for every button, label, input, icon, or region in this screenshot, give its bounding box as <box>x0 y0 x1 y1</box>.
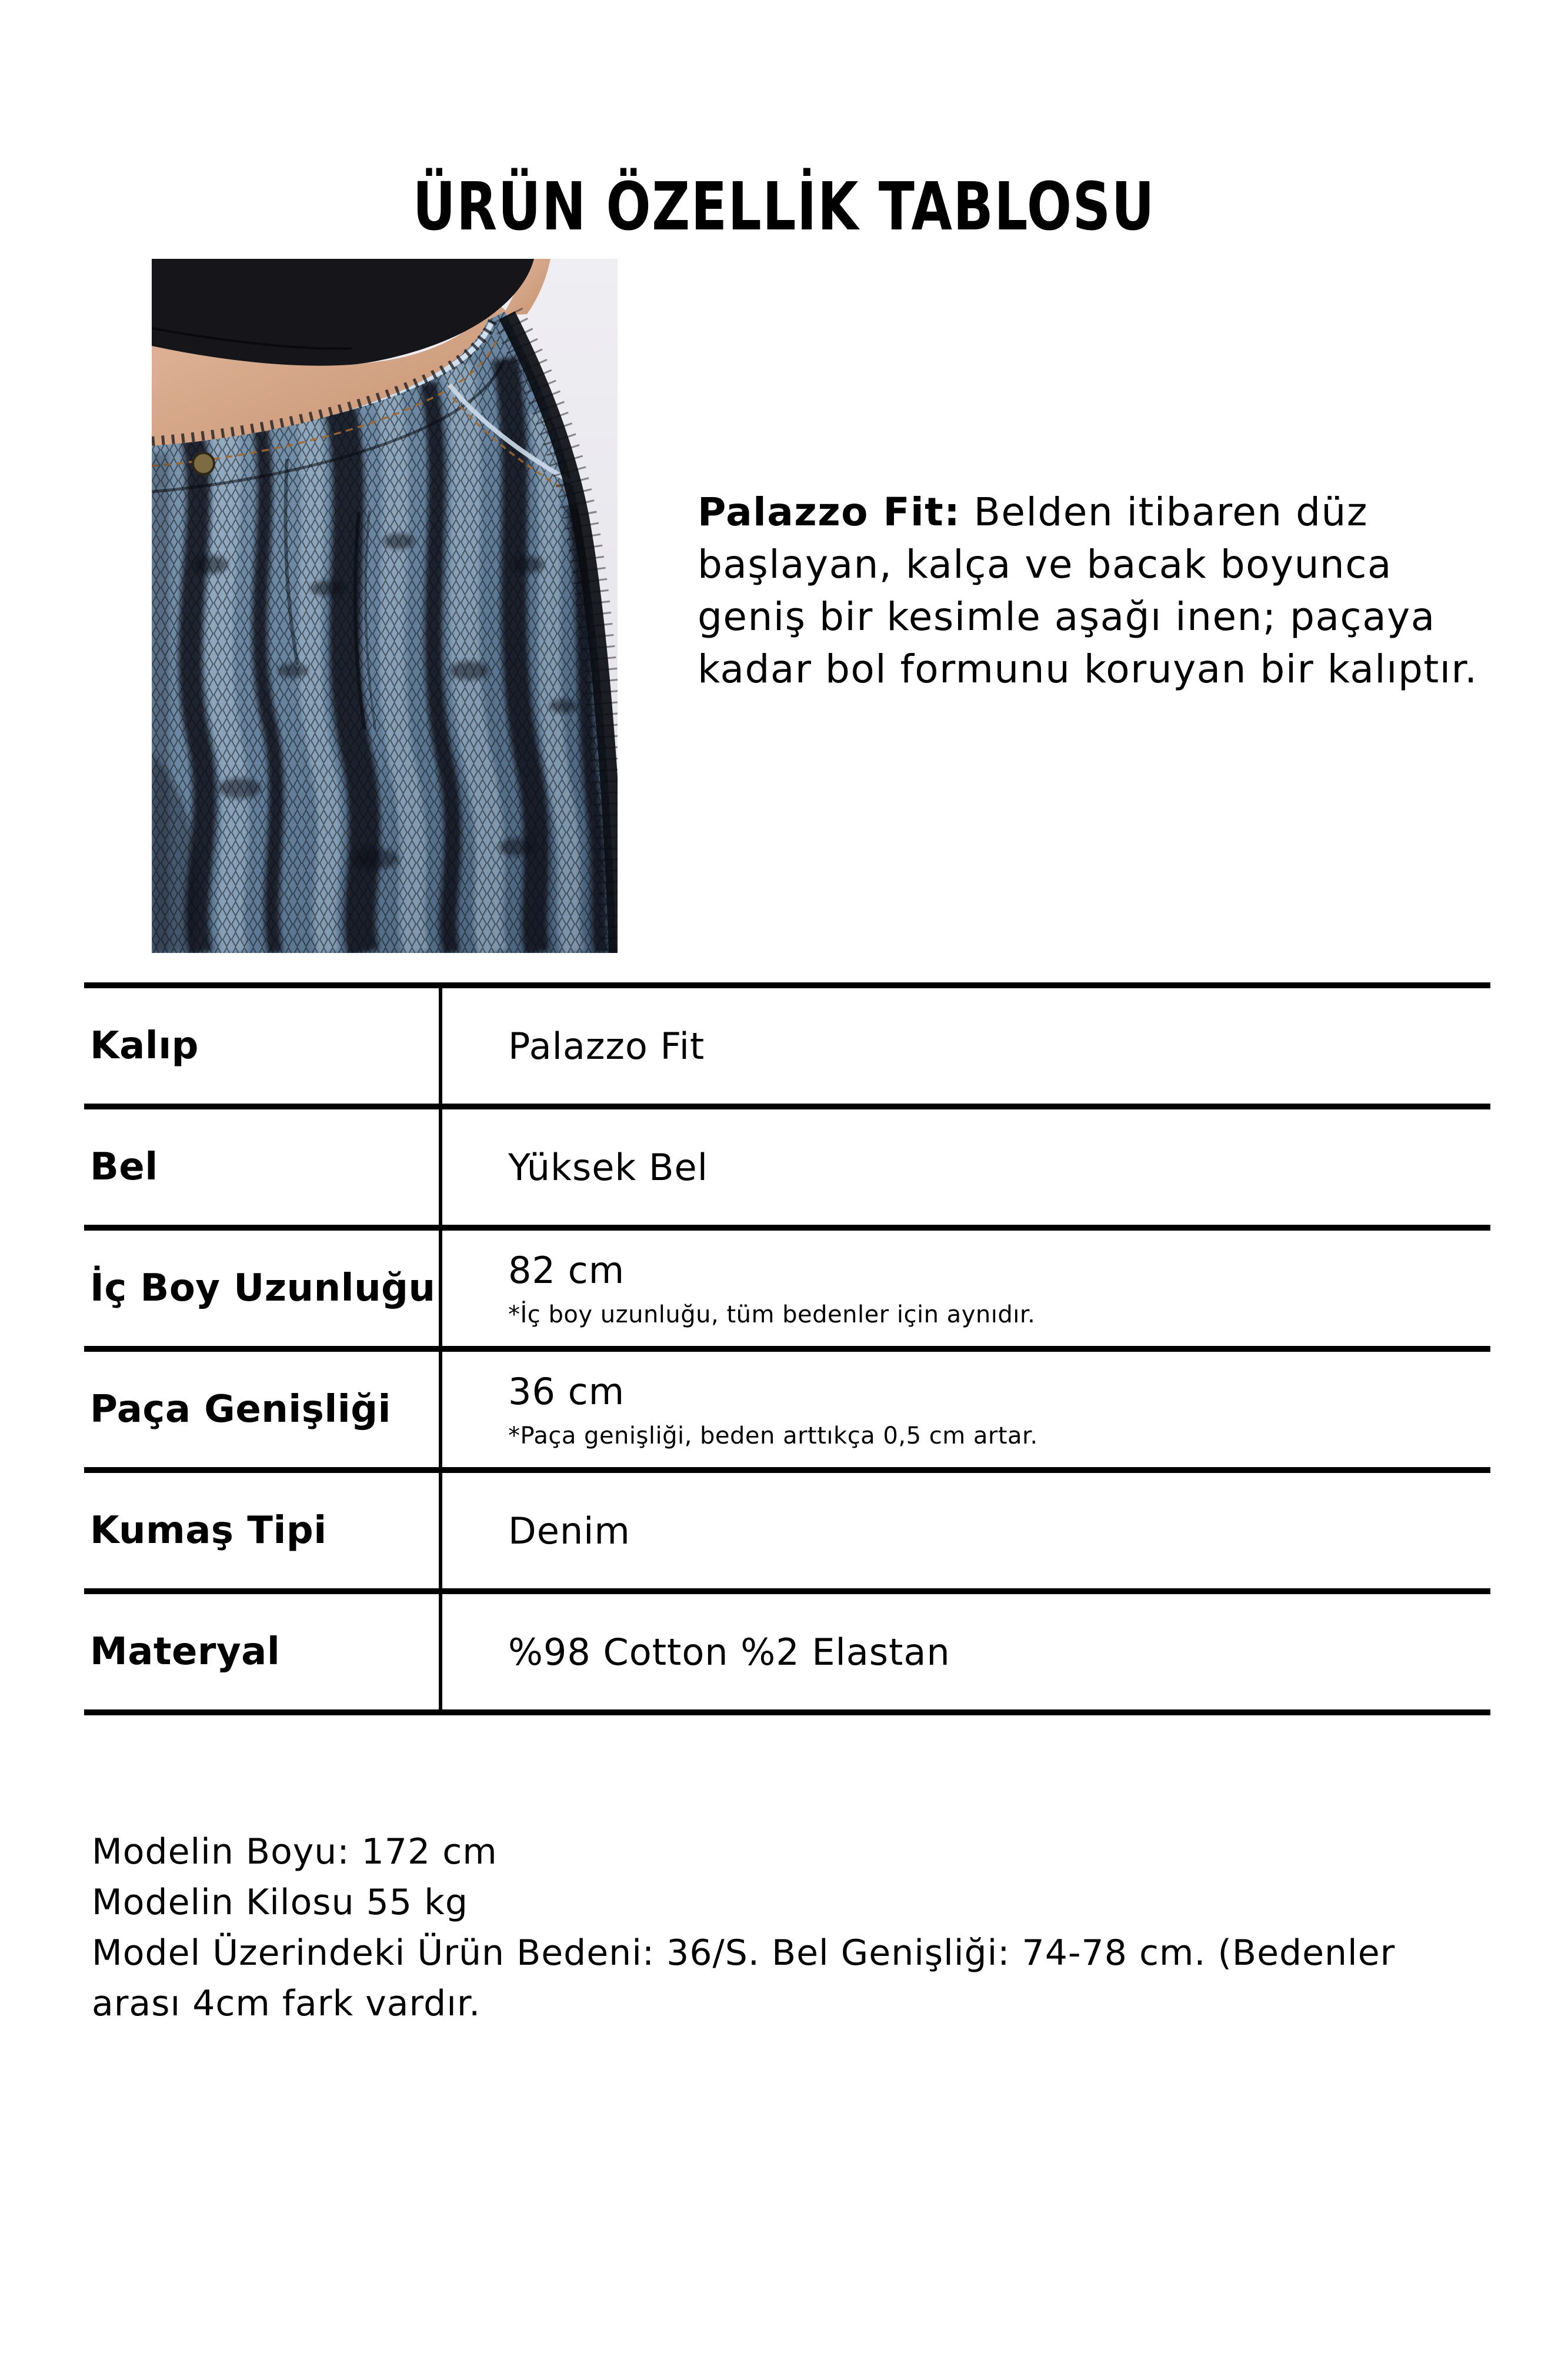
table-row-kumas <box>84 1473 1490 1594</box>
model-info-line: arası 4cm fark vardır. <box>92 1983 481 2024</box>
fit-description-line: geniş bir kesimle aşağı inen; paçaya <box>698 594 1436 639</box>
page-title <box>0 169 1568 245</box>
row-label: Materyal <box>84 1594 442 1709</box>
row-value: 82 cm <box>508 1248 625 1292</box>
row-value: 36 cm <box>508 1369 625 1413</box>
table-row-paca <box>84 1352 1490 1473</box>
table-row-bel <box>84 1109 1490 1231</box>
model-info <box>92 1827 1395 2029</box>
table-row-kalip <box>84 988 1490 1109</box>
jeans-photo-illustration <box>152 259 618 953</box>
row-value: Denim <box>508 1509 630 1552</box>
row-label: Bel <box>84 1109 442 1225</box>
row-label: Kalıp <box>84 988 442 1104</box>
page-title-text: ÜRÜN ÖZELLİK TABLOSU <box>412 169 1156 245</box>
model-info-line: Modelin Boyu: 172 cm <box>92 1831 498 1872</box>
row-note: *İç boy uzunluğu, tüm bedenler için aynıdır. <box>508 1301 1036 1328</box>
model-info-line: Modelin Kilosu 55 kg <box>92 1882 468 1923</box>
row-value: Yüksek Bel <box>508 1145 708 1189</box>
fit-description-line: başlayan, kalça ve bacak boyunca <box>698 542 1392 587</box>
row-value: %98 Cotton %2 Elastan <box>508 1630 950 1674</box>
table-row-materyal <box>84 1594 1490 1715</box>
row-label: Kumaş Tipi <box>84 1473 442 1588</box>
row-label: Paça Genişliği <box>84 1352 442 1467</box>
model-info-line: Model Üzerindeki Ürün Bedeni: 36/S. Bel Genişliği: 74-78 cm. (Bedenler <box>92 1932 1396 1974</box>
product-photo <box>152 259 618 953</box>
fit-description-line: kadar bol formunu koruyan bir kalıptır. <box>698 646 1478 692</box>
fit-description-lead: Palazzo Fit: <box>698 489 961 535</box>
fit-description-line <box>698 486 1478 538</box>
row-label: İç Boy Uzunluğu <box>84 1231 442 1346</box>
row-note: *Paça genişliği, beden arttıkça 0,5 cm artar. <box>508 1422 1038 1449</box>
table-row-ic-boy <box>84 1231 1490 1352</box>
fit-description <box>698 486 1478 695</box>
fit-description-text: Belden itibaren düz <box>973 489 1368 535</box>
spec-table <box>84 982 1490 1715</box>
row-value: Palazzo Fit <box>508 1024 705 1068</box>
